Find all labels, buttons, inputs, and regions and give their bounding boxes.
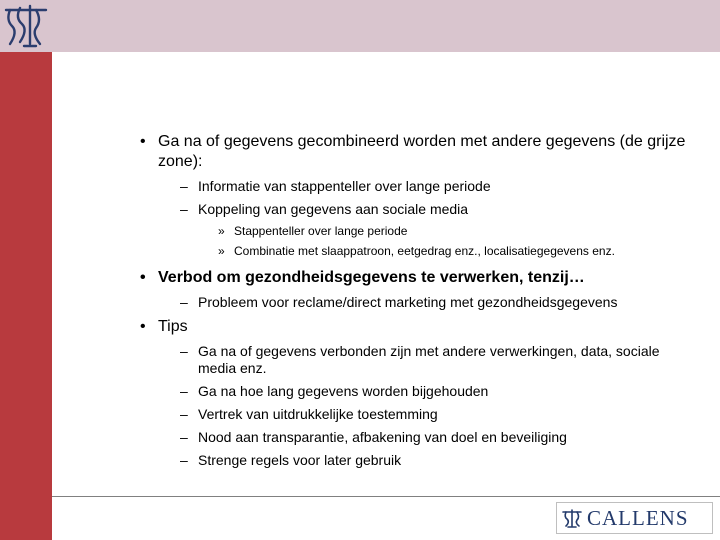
bullet-text: Informatie van stappenteller over lange periode bbox=[198, 178, 491, 194]
bullet-dot: • bbox=[140, 318, 146, 335]
bullet-dot: • bbox=[140, 133, 146, 150]
bullet-level2 bbox=[140, 429, 700, 446]
bullet-level3 bbox=[140, 224, 700, 239]
bullet-level2 bbox=[140, 452, 700, 469]
bullet-text: Probleem voor reclame/direct marketing met gezondheidsgegevens bbox=[198, 294, 618, 310]
bullet-level1 bbox=[140, 132, 700, 172]
bullet-raquo: » bbox=[218, 244, 225, 258]
bullet-text: Stappenteller over lange periode bbox=[234, 224, 408, 238]
scales-logo-icon bbox=[0, 0, 52, 52]
bullet-dash: – bbox=[180, 383, 188, 399]
bullet-text: Vertrek van uitdrukkelijke toestemming bbox=[198, 406, 438, 422]
bullet-dash: – bbox=[180, 452, 188, 468]
bullet-level2 bbox=[140, 406, 700, 423]
bullet-text: Koppeling van gegevens aan sociale media bbox=[198, 201, 469, 217]
bullet-level1 bbox=[140, 317, 700, 337]
bullet-dash: – bbox=[180, 294, 188, 310]
bullet-text: Strenge regels voor later gebruik bbox=[198, 452, 402, 468]
scales-of-justice-icon bbox=[561, 507, 583, 529]
bullet-dot: • bbox=[140, 269, 146, 286]
bullet-text: Ga na of gegevens gecombineerd worden met andere gegevens (de grijze zone): bbox=[158, 133, 686, 170]
footer-divider bbox=[52, 496, 720, 497]
bullet-text: Ga na of gegevens verbonden zijn met andere verwerkingen, data, sociale media enz. bbox=[198, 343, 660, 376]
bullet-level2 bbox=[140, 294, 700, 311]
bullet-text: Tips bbox=[158, 318, 188, 335]
bullet-level3 bbox=[140, 244, 700, 259]
slide-content bbox=[140, 132, 700, 475]
left-accent-bar bbox=[0, 0, 52, 540]
bullet-level2 bbox=[140, 383, 700, 400]
bullet-text: Combinatie met slaappatroon, eetgedrag enz., localisatiegegevens enz. bbox=[234, 244, 615, 258]
bullet-dash: – bbox=[180, 429, 188, 445]
bullet-text: Ga na hoe lang gegevens worden bijgehouden bbox=[198, 383, 489, 399]
bullet-dash: – bbox=[180, 201, 188, 217]
bullet-dash: – bbox=[180, 406, 188, 422]
callens-logo bbox=[556, 502, 713, 534]
brand-name: CALLENS bbox=[587, 506, 689, 530]
bullet-level2 bbox=[140, 201, 700, 218]
bullet-level1 bbox=[140, 268, 700, 288]
bullet-dash: – bbox=[180, 178, 188, 194]
bullet-text: Verbod om gezondheidsgegevens te verwerken, tenzij… bbox=[158, 269, 585, 286]
bullet-raquo: » bbox=[218, 224, 225, 238]
bullet-dash: – bbox=[180, 343, 188, 359]
bullet-level2 bbox=[140, 178, 700, 195]
bullet-text: Nood aan transparantie, afbakening van doel en beveiliging bbox=[198, 429, 567, 445]
top-header-bar bbox=[52, 0, 720, 52]
bullet-level2 bbox=[140, 343, 700, 377]
